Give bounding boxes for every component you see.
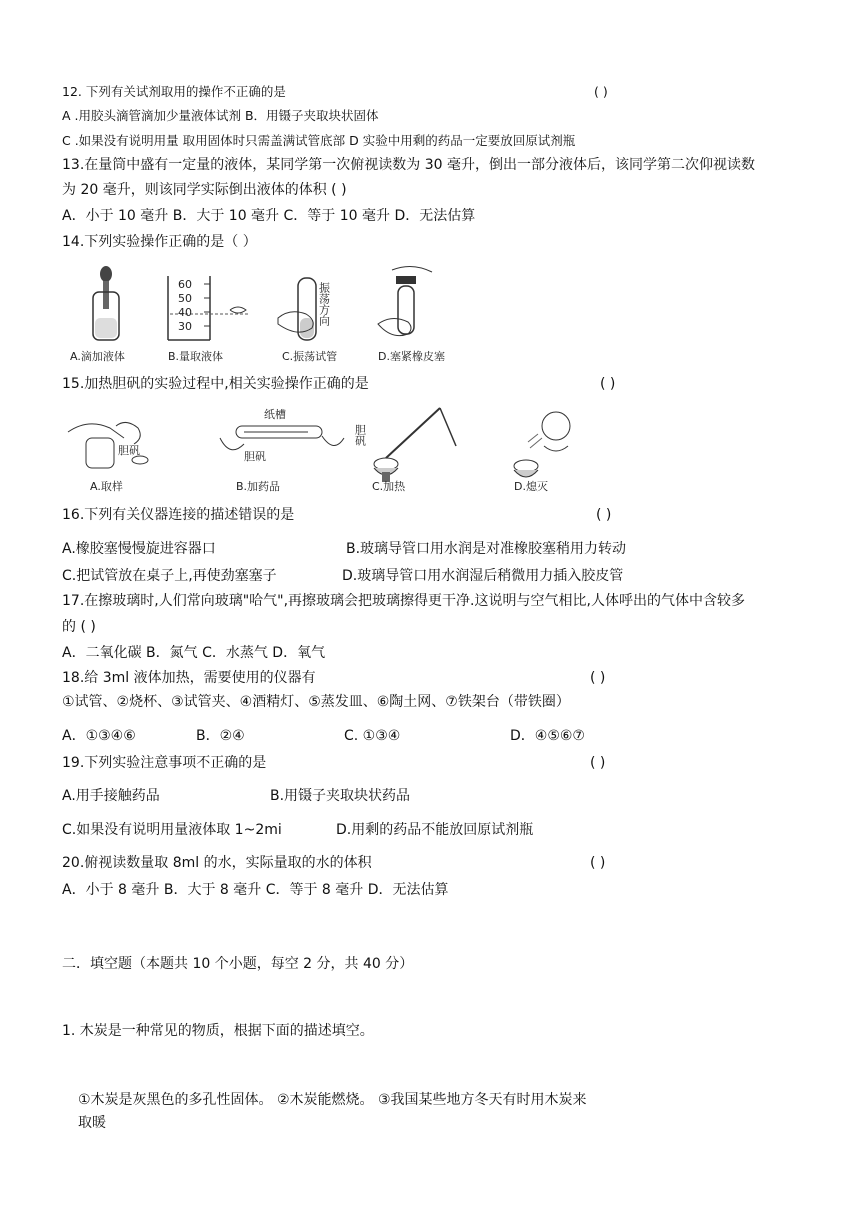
fig15-text-b2: 胆矾 xyxy=(244,450,266,463)
scale-50: 50 xyxy=(178,292,192,305)
fig14-label-a: A.滴加液体 xyxy=(70,350,125,363)
scale-40: 40 xyxy=(178,306,192,319)
fig15-text-a: 胆矾 xyxy=(118,444,140,457)
q13-options: A．小于 10 毫升 B．大于 10 毫升 C．等于 10 毫升 D．无法估算 xyxy=(62,208,476,224)
q18-option-c: C. ①③④ xyxy=(344,728,401,744)
fig14-label-c: C.振荡试管 xyxy=(282,350,338,363)
fig15-label-c: C.加热 xyxy=(372,480,406,493)
q16-option-c: C.把试管放在桌子上,再使劲塞塞子 xyxy=(62,568,277,584)
fig15-text-b1: 纸槽 xyxy=(264,408,286,421)
q18-option-d: D．④⑤⑥⑦ xyxy=(510,728,585,744)
q19-option-d: D.用剩的药品不能放回原试剂瓶 xyxy=(336,822,534,838)
section2-q1-stem: 1. 木炭是一种常见的物质，根据下面的描述填空。 xyxy=(62,1023,374,1039)
blow-out-figure-icon xyxy=(514,412,570,477)
dropper-figure-icon xyxy=(93,266,119,340)
q14-stem: 14.下列实验操作正确的是（ ） xyxy=(62,234,257,250)
fig14-label-b: B.量取液体 xyxy=(168,350,224,363)
q16-option-b: B.玻璃导管口用水润是对准橡胶塞稍用力转动 xyxy=(346,541,627,557)
q19-answer-paren: ( ) xyxy=(590,755,606,771)
fig15-label-b: B.加药品 xyxy=(236,480,281,493)
q19-option-a: A.用手接触药品 xyxy=(62,788,160,804)
heating-figure-icon xyxy=(374,408,456,482)
q12-answer-paren: ( ) xyxy=(594,84,608,99)
shake-tube-figure-icon xyxy=(278,278,316,340)
q17-options: A．二氧化碳 B．氮气 C．水蒸气 D．氧气 xyxy=(62,645,326,661)
q14-figures xyxy=(60,262,460,370)
q20-options: A．小于 8 毫升 B．大于 8 毫升 C．等于 8 毫升 D．无法估算 xyxy=(62,882,449,898)
fig15-text-c: 胆矾 xyxy=(353,424,367,446)
q16-answer-paren: ( ) xyxy=(596,507,612,523)
scale-60: 60 xyxy=(178,278,192,291)
q16-option-d: D.玻璃导管口用水润湿后稍微用力插入胶皮管 xyxy=(342,568,624,584)
q19-option-b: B.用镊子夹取块状药品 xyxy=(270,788,411,804)
q12-options-cd: C .如果没有说明用量 取用固体时只需盖满试管底部 D 实验中用剩的药品一定要放回原试剂瓶 xyxy=(62,133,576,148)
q16-option-a: A.橡胶塞慢慢旋进容器口 xyxy=(62,541,216,557)
q15-figures xyxy=(60,402,580,498)
q12-options-ab: A .用胶头滴管滴加少量液体试剂 B．用镊子夹取块状固体 xyxy=(62,108,379,123)
q17-line2: 的 ( ) xyxy=(62,619,96,635)
q17-line1: 17.在擦玻璃时,人们常向玻璃"哈气",再擦玻璃会把玻璃擦得更干净.这说明与空气相比,人体呼出的气体中含较多 xyxy=(62,593,745,609)
q20-answer-paren: ( ) xyxy=(590,855,606,871)
fig14-label-d: D.塞紧橡皮塞 xyxy=(378,350,445,363)
q15-stem: 15.加热胆矾的实验过程中,相关实验操作正确的是 xyxy=(62,376,369,392)
q16-stem: 16.下列有关仪器连接的描述错误的是 xyxy=(62,507,295,523)
q19-option-c: C.如果没有说明用量液体取 1~2mi xyxy=(62,822,282,838)
q15-answer-paren: ( ) xyxy=(600,376,616,392)
q13-line2: 为 20 毫升，则该同学实际倒出液体的体积 ( ) xyxy=(62,182,347,198)
q13-line1: 13.在量筒中盛有一定量的液体，某同学第一次俯视读数为 30 毫升，倒出一部分液体后，该同学第二次仰视读数 xyxy=(62,157,755,173)
q19-stem: 19.下列实验注意事项不正确的是 xyxy=(62,755,267,771)
stopper-tube-figure-icon xyxy=(378,266,432,335)
q18-stem: 18.给 3ml 液体加热，需要使用的仪器有 xyxy=(62,670,316,686)
section2-q1-desc-line1: ①木炭是灰黑色的多孔性固体。 ②木炭能燃烧。 ③我国某些地方冬天有时用木炭来 xyxy=(78,1092,587,1108)
q18-option-a: A．①③④⑥ xyxy=(62,728,136,744)
shake-direction-text: 振荡方向 xyxy=(317,282,331,326)
scale-30: 30 xyxy=(178,320,192,333)
q18-option-b: B．②④ xyxy=(196,728,245,744)
section2-q1-desc-line2: 取暖 xyxy=(78,1115,106,1131)
q18-items: ①试管、②烧杯、③试管夹、④酒精灯、⑤蒸发皿、⑥陶土网、⑦铁架台（带铁圈） xyxy=(62,694,570,710)
q12-stem: 12. 下列有关试剂取用的操作不正确的是 xyxy=(62,84,286,99)
q20-stem: 20.俯视读数量取 8ml 的水，实际量取的水的体积 xyxy=(62,855,372,871)
q18-answer-paren: ( ) xyxy=(590,670,606,686)
fig15-label-a: A.取样 xyxy=(90,480,123,493)
paper-trough-figure-icon xyxy=(220,426,344,450)
fig15-label-d: D.熄灭 xyxy=(514,480,548,493)
section2-title: 二．填空题（本题共 10 个小题，每空 2 分，共 40 分） xyxy=(62,956,414,972)
